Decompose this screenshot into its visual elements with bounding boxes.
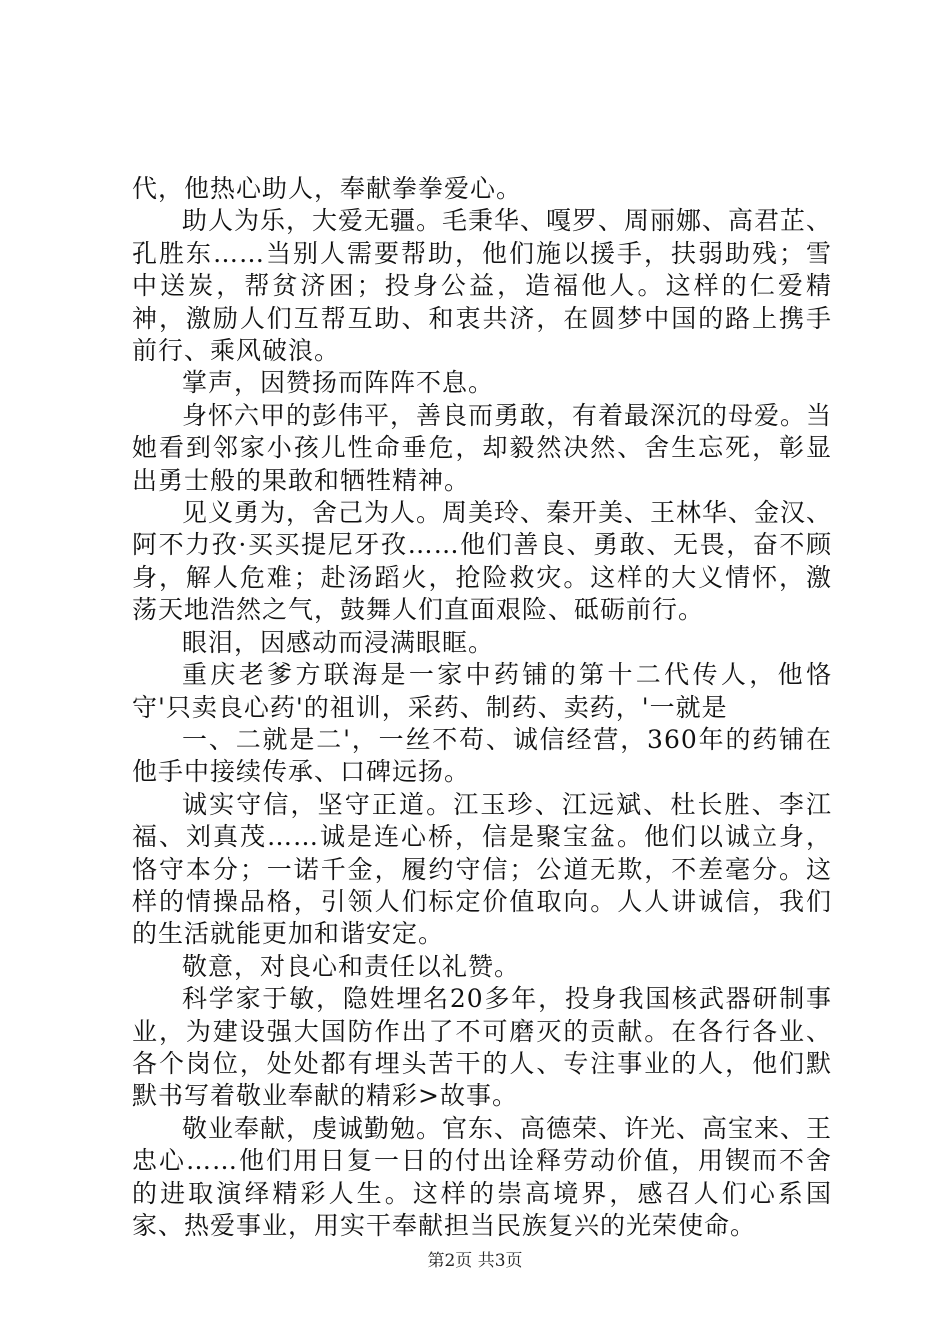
paragraph-3: 掌声，因赞扬而阵阵不息。	[182, 368, 495, 398]
paragraph-2: 助人为乐，大爱无疆。毛秉华、嘎罗、周丽娜、高君芷、孔胜东……当别人需要帮助，他们施以援手，扶弱助残；雪中送炭，帮贫济困；投身公益，造福他人。这样的仁爱精神，激励人们互帮互助、和衷共济，在圆梦中国的路上携手前行、乘风破浪。	[132, 206, 833, 366]
paragraph-10: 敬意，对良心和责任以礼赞。	[182, 951, 521, 981]
paragraph-5: 见义勇为，舍己为人。周美玲、秦开美、王林华、金汉、阿不力孜·买买提尼牙孜……他们善良、勇敢、无畏，奋不顾身，解人危难；赴汤蹈火，抢险救灾。这样的大义情怀，激荡天地浩然之气，鼓舞人们直面艰险、砥砺前行。	[132, 498, 833, 625]
paragraph-4: 身怀六甲的彭伟平，善良而勇敢，有着最深沉的母爱。当她看到邻家小孩儿性命垂危，却毅然决然、舍生忘死，彰显出勇士般的果敢和牺牲精神。	[132, 400, 833, 495]
paragraph-8: 一、二就是二'，一丝不苟、诚信经营，360年的药铺在他手中接续传承、口碑远扬。	[132, 724, 832, 787]
paragraph-11: 科学家于敏，隐姓埋名20多年，投身我国核武器研制事业，为建设强大国防作出了不可磨灭的贡献。在各行各业、各个岗位，处处都有埋头苦干的人、专注事业的人，他们默默书写着敬业奉献的精彩>故事。	[132, 984, 832, 1111]
page-number-footer: 第2页 共3页	[427, 1251, 523, 1271]
paragraph-1: 代，他热心助人，奉献拳拳爱心。	[132, 174, 523, 203]
paragraph-12: 敬业奉献，虔诚勤勉。官东、高德荣、许光、高宝来、王忠心……他们用日复一日的付出诠释劳动价值，用锲而不舍的进取演绎精彩人生。这样的崇高境界，感召人们心系国家、热爱事业，用实干奉献担当民族复兴的光荣使命。	[132, 1113, 833, 1240]
paragraph-6: 眼泪，因感动而浸满眼眶。	[182, 627, 495, 657]
paragraph-9: 诚实守信，坚守正道。江玉珍、江远斌、杜长胜、李江福、刘真茂……诚是连心桥，信是聚宝盆。他们以诚立身，恪守本分；一诺千金，履约守信；公道无欺，不差毫分。这样的情操品格，引领人们标定价值取向。人人讲诚信，我们的生活就能更加和谐安定。	[132, 789, 832, 949]
document-body	[132, 173, 832, 1242]
paragraph-7: 重庆老爹方联海是一家中药铺的第十二代传人，他恪守'只卖良心药'的祖训，采药、制药、卖药，'一就是	[132, 660, 832, 722]
